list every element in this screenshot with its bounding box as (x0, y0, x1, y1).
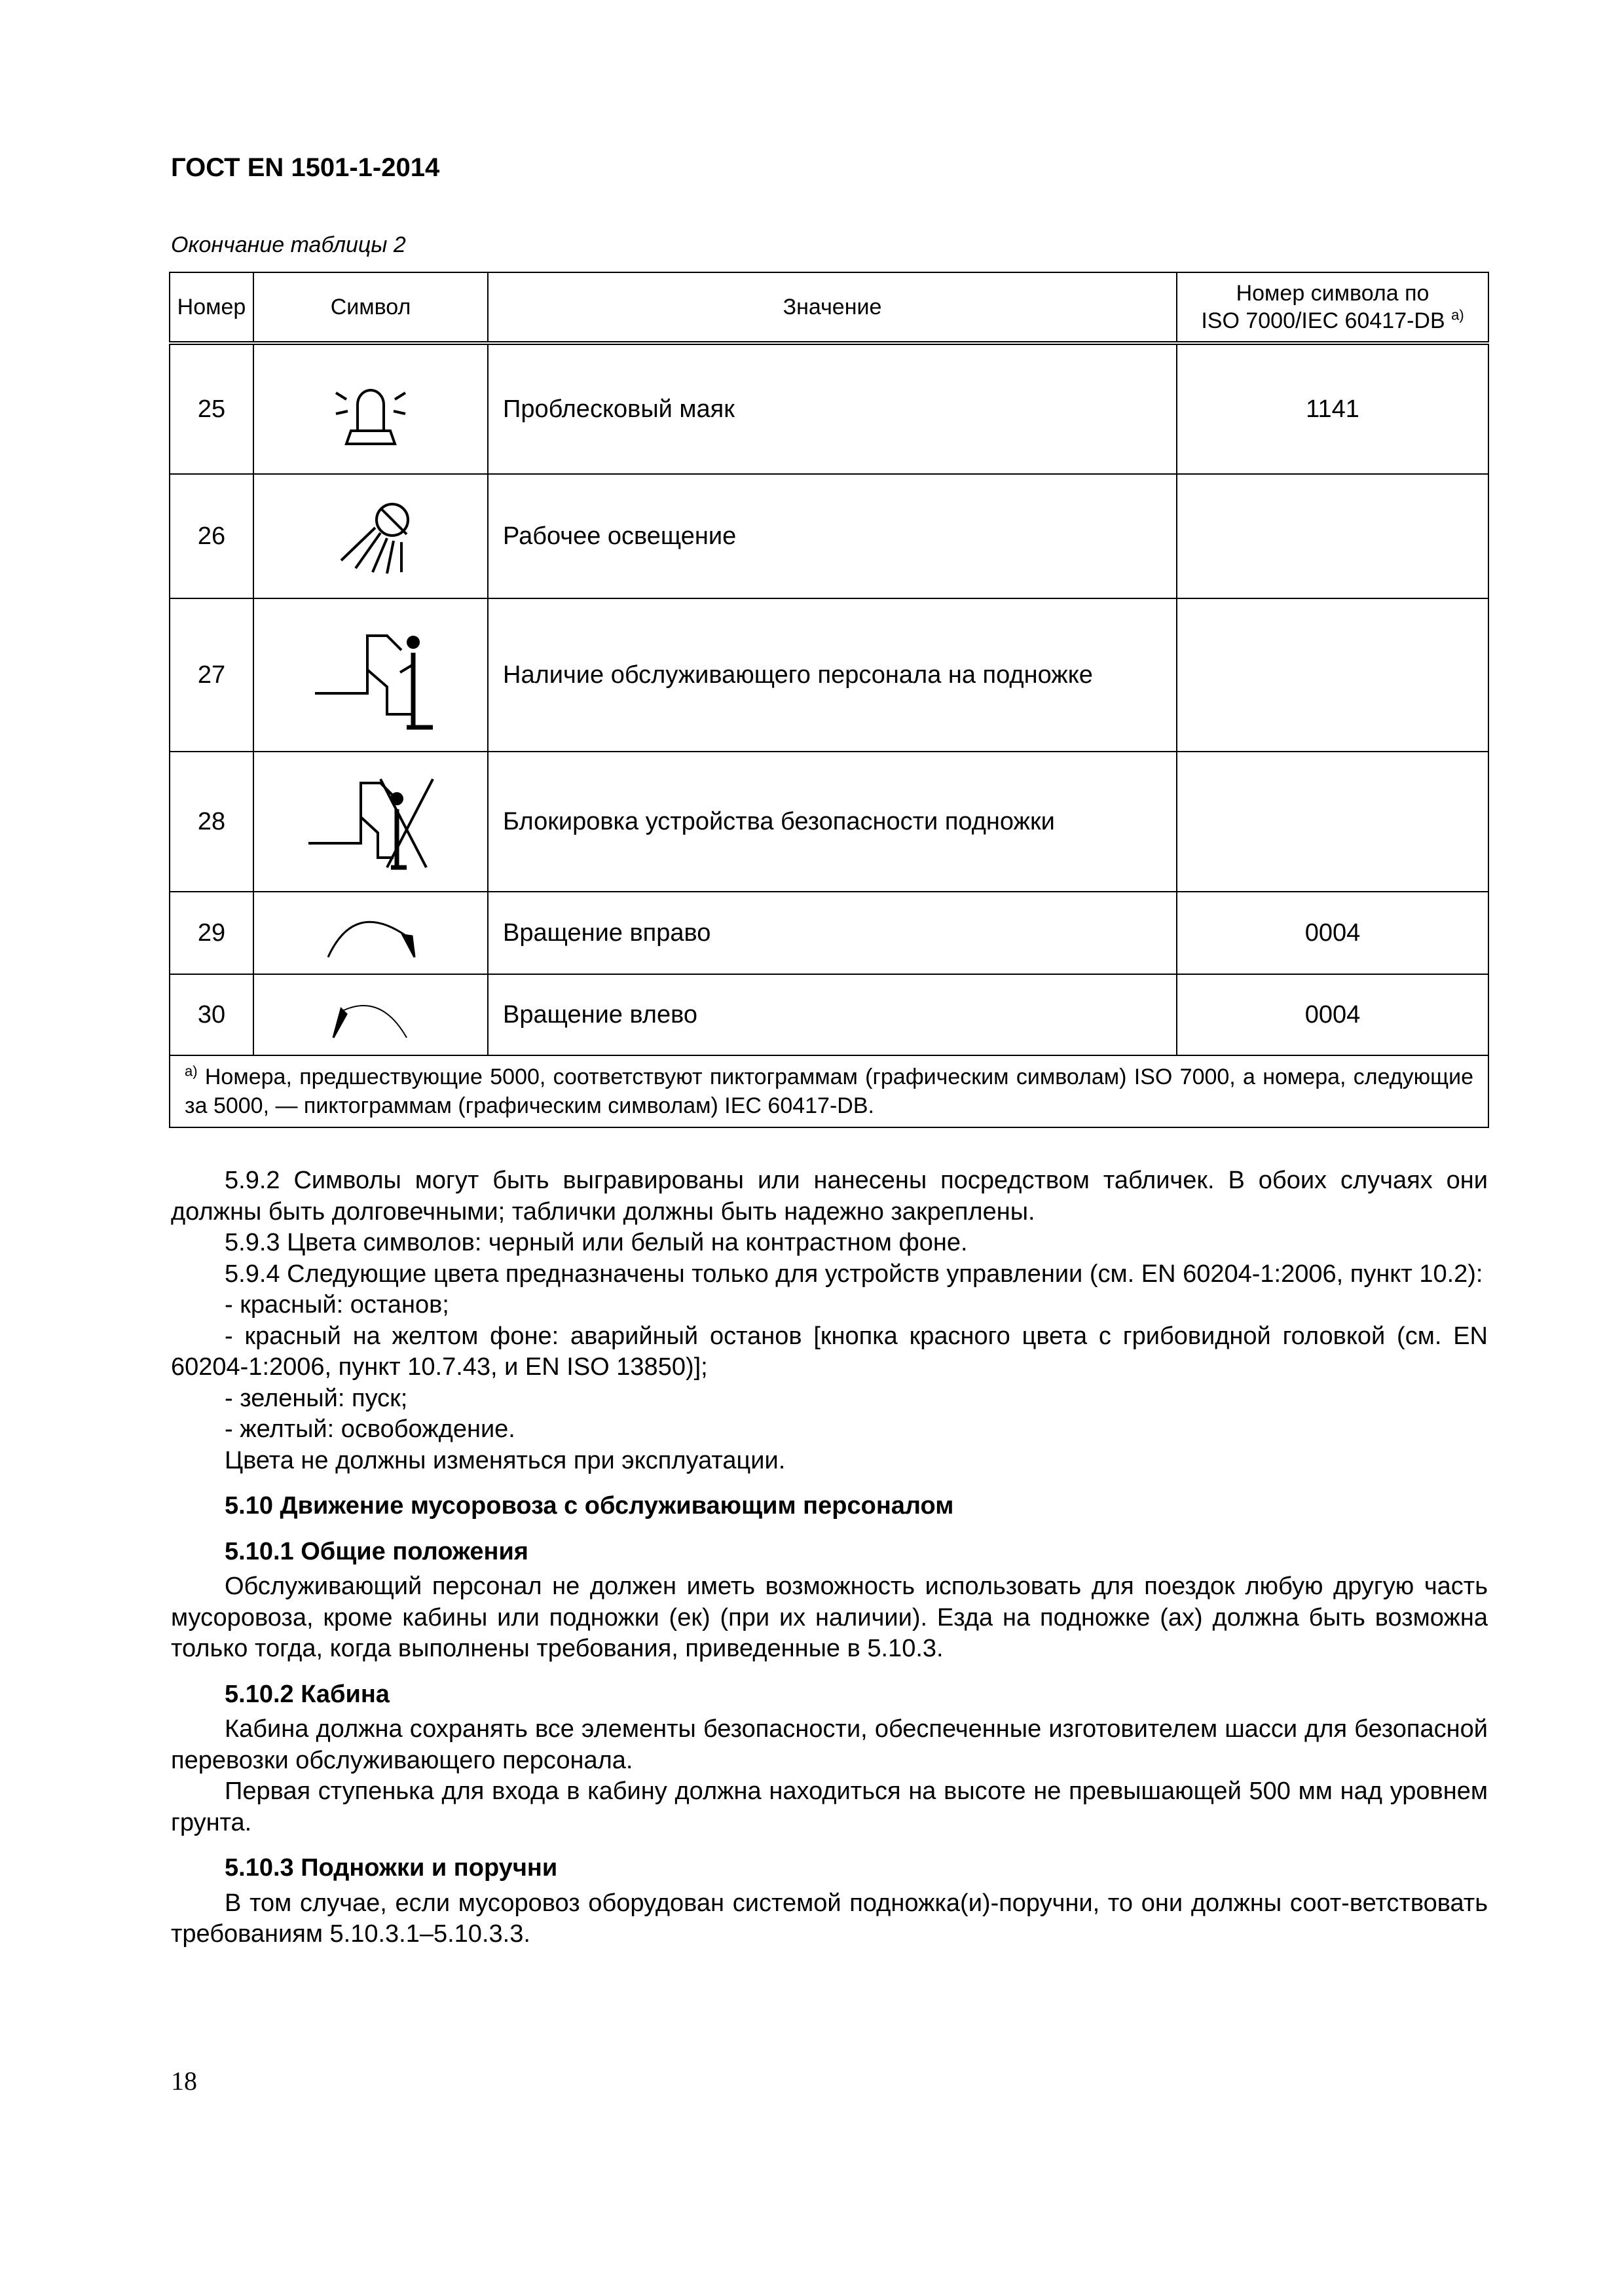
row-symbol (253, 598, 488, 752)
row-meaning: Наличие обслуживающего персонала на подножке (488, 598, 1177, 752)
table-row (170, 974, 1488, 1055)
paragraph-5-9-4: 5.9.4 Следующие цвета предназначены только для устройств управлении (см. EN 60204-1:2006, пункт 10.2): (225, 1260, 1483, 1288)
table-footnote (170, 1055, 1488, 1127)
row-number: 25 (170, 343, 253, 474)
table-row (170, 343, 1488, 474)
symbols-table (169, 272, 1489, 1128)
row-symbol (253, 974, 488, 1055)
row-symbol (253, 752, 488, 892)
table-row (170, 598, 1488, 752)
col-header-code-line2: ISO 7000/IEC 60417-DB (1201, 308, 1445, 333)
row-code: 0004 (1177, 974, 1488, 1055)
row-number: 28 (170, 752, 253, 892)
paragraph-5-10-1: Обслуживающий персонал не должен иметь возможность использовать для поездок любую другую часть мусоровоза, кроме кабины или подножки (ек) (при их наличии). Езда на подножке (ах) должна быть возможна только тогда, когда выполнены требования, приведенные в 5.10.3. (171, 1573, 1488, 1662)
row-code (1177, 752, 1488, 892)
row-code: 0004 (1177, 892, 1488, 974)
col-header-meaning: Значение (488, 272, 1177, 343)
row-code: 1141 (1177, 343, 1488, 474)
row-meaning: Вращение вправо (488, 892, 1177, 974)
paragraph-colors: Цвета не должны изменяться при эксплуатации. (225, 1446, 786, 1474)
paragraph-5-9-3: 5.9.3 Цвета символов: черный или белый на контрастном фоне. (225, 1229, 968, 1256)
heading-5-10-2: 5.10.2 Кабина (225, 1680, 390, 1708)
col-header-symbol: Символ (253, 272, 488, 343)
list-item: - зеленый: пуск; (225, 1384, 408, 1412)
list-item: - красный: останов; (225, 1291, 449, 1319)
paragraph-5-10-2b: Первая ступенька для входа в кабину должна находиться на высоте не превышающей 500 мм над уровнем грунта. (171, 1777, 1488, 1836)
row-symbol (253, 343, 488, 474)
beacon-icon (322, 360, 420, 458)
heading-5-10-1: 5.10.1 Общие положения (225, 1537, 528, 1565)
row-symbol (253, 474, 488, 598)
page-number: 18 (171, 2066, 197, 2096)
table-footnote-row (170, 1055, 1488, 1127)
row-meaning: Блокировка устройства безопасности подножки (488, 752, 1177, 892)
col-header-code (1177, 272, 1488, 343)
table-caption: Окончание таблицы 2 (171, 232, 406, 257)
list-item: - красный на желтом фоне: аварийный останов [кнопка красного цвета с грибовидной головкой (см. EN 60204-1:2006, пункт 10.7.43, и EN ISO 13850)]; (171, 1322, 1488, 1381)
list-item: - желтый: освобождение. (225, 1415, 515, 1443)
table-row (170, 474, 1488, 598)
row-number: 30 (170, 974, 253, 1055)
body-text (171, 1165, 1488, 1950)
row-number: 27 (170, 598, 253, 752)
paragraph-5-10-2a: Кабина должна сохранять все элементы безопасности, обеспеченные изготовителем шасси для безопасной перевозки обслуживающего персонала. (171, 1715, 1488, 1774)
row-number: 29 (170, 892, 253, 974)
row-meaning: Рабочее освещение (488, 474, 1177, 598)
row-symbol (253, 892, 488, 974)
paragraph-5-10-3: В том случае, если мусоровоз оборудован системой подножка(и)-поручни, то они должны соот-ветствовать требованиям 5.10.3.1–5.10.3.3. (171, 1889, 1488, 1948)
row-code (1177, 598, 1488, 752)
document-title: ГОСТ EN 1501-1-2014 (171, 153, 440, 182)
table-row (170, 752, 1488, 892)
work-light-icon (315, 487, 426, 585)
table-row (170, 892, 1488, 974)
paragraph-5-9-2: 5.9.2 Символы могут быть выгравированы или нанесены посредством табличек. В обоих случаях они должны быть долговечными; таблички должны быть надежно закреплены. (171, 1167, 1488, 1226)
rotate-left-icon (315, 985, 426, 1044)
col-header-number: Номер (170, 272, 253, 343)
step-safety-lock-icon (295, 759, 446, 884)
row-meaning: Вращение влево (488, 974, 1177, 1055)
row-code (1177, 474, 1488, 598)
person-on-step-icon (295, 610, 446, 740)
row-meaning: Проблесковый маяк (488, 343, 1177, 474)
footnote-mark: a) (185, 1063, 198, 1080)
footnote-text: Номера, предшествующие 5000, соответствуют пиктограммам (графическим символам) ISO 7000, а номера, следующие за 5000, — пиктограммам (графическим символам) IEC 60417-DB. (185, 1065, 1474, 1119)
heading-5-10-3: 5.10.3 Подножки и поручни (225, 1854, 558, 1882)
col-header-code-line1: Номер символа по (1236, 280, 1430, 306)
row-number: 26 (170, 474, 253, 598)
rotate-right-icon (315, 903, 426, 962)
footnote-ref: a) (1451, 306, 1464, 323)
table-header-row (170, 272, 1488, 343)
heading-5-10: 5.10 Движение мусоровоза с обслуживающим персоналом (225, 1492, 954, 1520)
